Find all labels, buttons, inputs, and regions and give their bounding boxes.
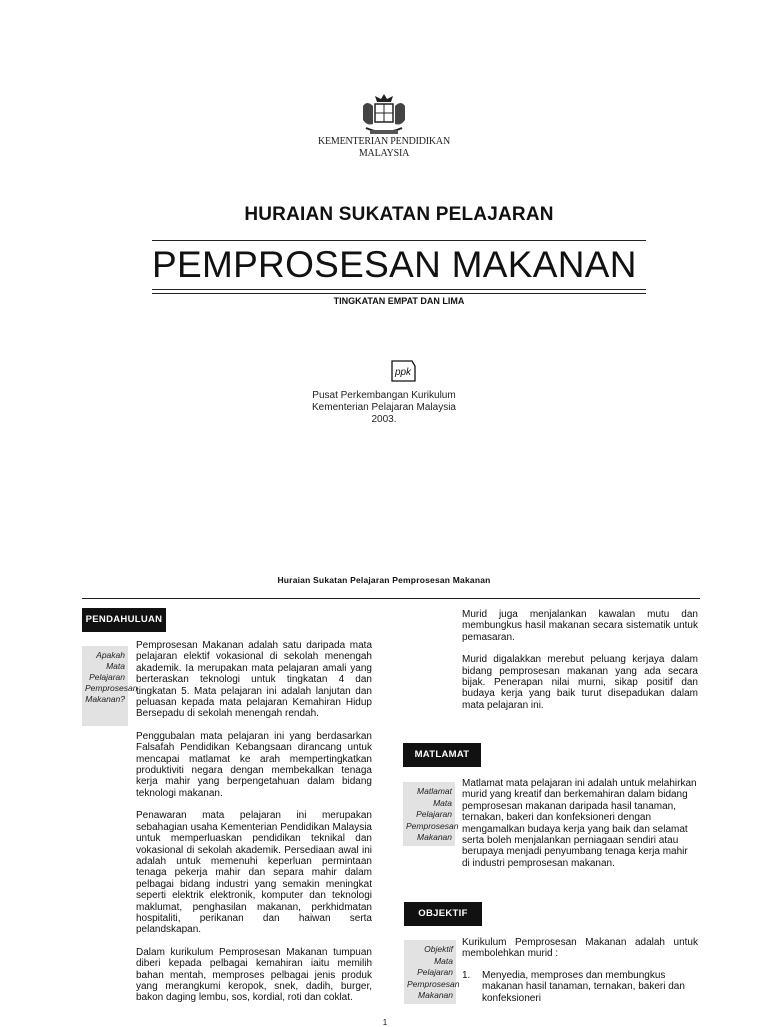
ppk-logo-text: ppk — [394, 367, 412, 378]
page-number: 1 — [382, 1018, 388, 1027]
side-label-line: Pemprosesan — [406, 820, 459, 831]
side-label-line: Makanan — [418, 990, 453, 1000]
section-heading-pendahuluan: PENDAHULUAN — [82, 608, 166, 632]
list-number: 1. — [462, 970, 471, 981]
ministry-education: Kementerian Pelajaran Malaysia — [312, 402, 456, 413]
section-heading-matlamat: MATLAMAT — [403, 743, 481, 767]
side-label-pendahuluan — [82, 646, 138, 726]
pendahuluan-body — [136, 640, 372, 1015]
side-label-line: Apakah — [96, 650, 125, 660]
side-label-objektif — [404, 940, 460, 1004]
ministry-line-2: MALAYSIA — [358, 148, 410, 159]
centre-name: Pusat Perkembangan Kurikulum — [312, 390, 456, 401]
publication-year: 2003. — [371, 414, 397, 425]
ppk-logo-icon — [389, 359, 417, 383]
side-label-matlamat — [403, 782, 459, 846]
side-label-line: Matlamat — [417, 786, 452, 796]
section-heading-objektif: OBJEKTIF — [404, 902, 482, 926]
side-label-line: Mata — [434, 955, 453, 966]
title-top-rule — [152, 240, 646, 241]
side-label-line: Pemprosesan — [85, 683, 138, 693]
document-subtitle: HURAIAN SUKATAN PELAJARAN — [244, 204, 554, 225]
paragraph: Kurikulum Pemprosesan Makanan adalah untuk membolehkan murid : — [462, 937, 698, 960]
title-bottom-rule-2 — [152, 293, 646, 294]
side-label-line: Pelajaran — [417, 967, 453, 977]
document-title: PEMPROSESAN MAKANAN — [152, 244, 637, 285]
paragraph: Pemprosesan Makanan adalah satu daripada mata pelajaran elektif vokasional di sekolah menengah akademik. Ia merupakan mata pelajaran amali yang berteraskan teknologi untuk tingkatan 4 dan tingkatan 5. Mata pelajaran ini adalah lanjutan dan peluasan kepada mata pelajaran Kemahiran Hidup Bersepadu di sekolah menengah rendah. — [136, 640, 372, 720]
side-label-line: Objektif — [424, 944, 453, 954]
side-label-line: Pelajaran — [416, 809, 452, 819]
objektif-intro — [462, 937, 698, 971]
title-bottom-rule — [152, 289, 646, 290]
side-label-line: Mata — [433, 797, 452, 808]
objektif-list-item — [462, 970, 698, 1004]
side-label-line: Pelajaran — [89, 672, 125, 682]
paragraph: Murid digalakkan merebut peluang kerjaya dalam bidang pemprosesan makanan yang ada secara bijak. Penerapan nilai murni, sikap positif dan budaya kerja yang baik turut disepadukan dalam mata pelajaran ini. — [462, 654, 698, 711]
malaysia-coat-of-arms-icon — [358, 92, 410, 138]
paragraph: Penggubalan mata pelajaran ini yang berdasarkan Falsafah Pendidikan Kebangsaan dirancang untuk mencapai matlamat ke arah mempertingkatkan produktiviti negara dengan membekalkan tenaga kerja mahir yang berpengetahuan dalam bidang teknologi makanan. — [136, 730, 372, 799]
ppk-logo — [389, 359, 417, 383]
paragraph: Murid juga menjalankan kawalan mutu dan membungkus hasil makanan secara sistematik untuk pemasaran. — [462, 609, 698, 643]
header-rule — [82, 598, 700, 599]
side-label-line: Mata — [106, 661, 125, 671]
matlamat-body — [462, 778, 698, 880]
paragraph: Penawaran mata pelajaran ini merupakan sebahagian usaha Kementerian Pendidikan Malaysia untuk memperluaskan pendidikan teknikal dan vokasional di sekolah akademik. Persediaan awal ini adalah untuk memenuhi keperluan permintaan tenaga pekerja mahir dan separa mahir dalam pelbagai bidang industri yang semakin meningkat seperti elektrik elektronik, komputer dan teknologi maklumat, penghasilan makanan, perkhidmatan hospitaliti, perikanan dan haiwan serta pelandskapan. — [136, 810, 372, 936]
paragraph: Matlamat mata pelajaran ini adalah untuk melahirkan murid yang kreatif dan berkemahiran dalam bidang pemprosesan makanan daripada hasil tanaman, ternakan, bakeri dan konfeksioneri dengan mengamalkan budaya kerja yang baik dan selamat serta boleh menjalankan perniagaan sendiri atau berupaya menjadi penyumbang tenaga kerja mahir di industri pemprosesan makanan. — [462, 778, 697, 869]
running-header: Huraian Sukatan Pelajaran Pemprosesan Makanan — [277, 575, 491, 585]
right-intro-body — [462, 609, 698, 722]
list-text: Menyedia, memproses dan membungkus makanan hasil tanaman, ternakan, bakeri dan konfeksioneri — [482, 970, 685, 1004]
paragraph: Dalam kurikulum Pemprosesan Makanan tumpuan diberi kepada pelbagai kemahiran iaitu memilih bahan mentah, memproses pelbagai jenis produk yang merangkumi keropok, snek, dadih, burger, bakon daging lembu, sos, kordial, roti dan coklat. — [136, 946, 372, 1004]
side-label-line: Makanan? — [85, 694, 125, 704]
side-label-line: Pemprosesan — [407, 978, 460, 989]
side-label-line: Makanan — [417, 832, 452, 842]
ministry-name — [300, 136, 468, 160]
level-text: TINGKATAN EMPAT DAN LIMA — [333, 296, 465, 306]
ministry-line-1: KEMENTERIAN PENDIDIKAN — [318, 136, 450, 147]
